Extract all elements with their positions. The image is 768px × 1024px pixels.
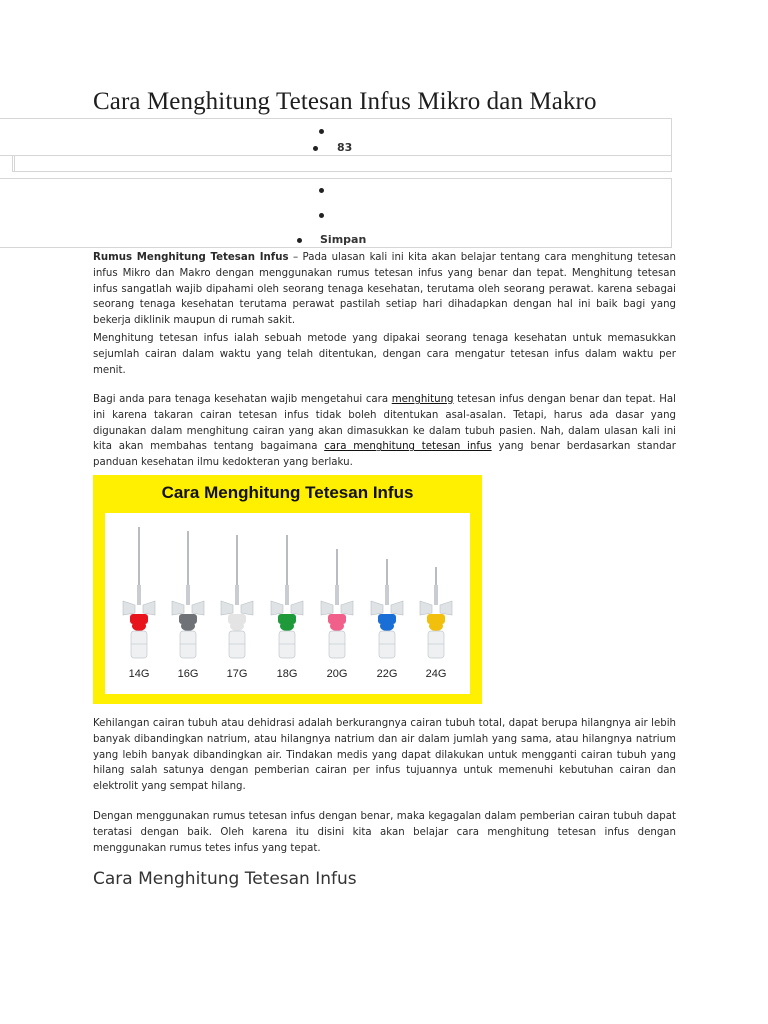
cannula-wing-right bbox=[241, 601, 253, 615]
cannula-hub bbox=[235, 585, 239, 605]
share-actions-box bbox=[0, 118, 672, 156]
cannula-color-cap bbox=[429, 621, 443, 631]
cannula-wing-right bbox=[341, 601, 353, 615]
cannula-gauge-label: 24G bbox=[425, 668, 447, 680]
text-span: tetesan infus dengan benar dan tepat. Hal ini karena takaran cairan tetesan infus tidak boleh ditentukan asal-asalan. Tetapi, harus ada dasar yang digunakan dalam menghitung cairan yang akan dimasukkan ke dalam tubuh pasien. Nah, dalam ulasan kali ini kita akan membahas tentang bagaimana bbox=[93, 394, 676, 453]
share-actions-box-bottom bbox=[12, 156, 672, 172]
intro-paragraph bbox=[93, 250, 676, 329]
action-bullet[interactable] bbox=[319, 188, 324, 193]
cannula-wing-left bbox=[221, 601, 233, 615]
infus-cannula-figure bbox=[93, 475, 482, 704]
cannula-wing-right bbox=[291, 601, 303, 615]
cannula-wing-right bbox=[143, 601, 155, 615]
cannula-wing-left bbox=[172, 601, 184, 615]
cannula-gauge-label: 14G bbox=[128, 668, 150, 680]
paragraph-importance bbox=[93, 392, 676, 471]
cannula-body bbox=[229, 631, 245, 658]
action-bullet bbox=[297, 238, 302, 243]
cannula-wing-left bbox=[420, 601, 432, 615]
paragraph-formula-intro: Dengan menggunakan rumus tetesan infus dengan benar, maka kegagalan dalam pemberian cairan tubuh dapat teratasi dengan baik. Oleh karena itu disini kita akan belajar cara menghitung tetesan infus dengan menggunakan rumus tetes infus yang tepat. bbox=[93, 811, 676, 854]
cannula-wing-right bbox=[192, 601, 204, 615]
cannula-hub bbox=[137, 585, 141, 605]
cannula-wing-right bbox=[391, 601, 403, 615]
cannula-wing-right bbox=[440, 601, 452, 615]
text-span: yang benar berdasarkan standar panduan kesehatan ilmu kedokteran yang berlaku. bbox=[93, 441, 676, 469]
cannula-hub bbox=[434, 585, 438, 605]
cannula-color-cap bbox=[280, 621, 294, 631]
share-actions-box-notch bbox=[0, 156, 15, 172]
views-count: 83 bbox=[337, 141, 353, 154]
cannula-body bbox=[131, 631, 147, 658]
cannula-color-cap bbox=[330, 621, 344, 631]
paragraph-dehydration: Kehilangan cairan tubuh atau dehidrasi adalah berkurangnya cairan tubuh total, dapat berupa hilangnya air lebih banyak dibandingkan natrium, atau hilangnya natrium dan air dalam jumlah yang sama, atau hilangnya natrium yang lebih banyak dibandingkan air. Tindakan medis yang dapat dilakukan untuk mengganti cairan tubuh yang hilang salah satunya dengan pemberian cairan per infus tujuannya untuk memenuhi kebutuhan cairan dan elektrolit yang sempat hilang. bbox=[93, 718, 676, 793]
cannula-gauge-label: 20G bbox=[326, 668, 348, 680]
text-span: Bagi anda para tenaga kesehatan wajib mengetahui cara bbox=[93, 394, 392, 405]
cannula-body bbox=[428, 631, 444, 658]
cannula-body bbox=[379, 631, 395, 658]
action-bullet bbox=[313, 146, 318, 151]
cannula-body bbox=[279, 631, 295, 658]
cannula-body bbox=[329, 631, 345, 658]
cannula-color-cap bbox=[181, 621, 195, 631]
cannula-color-cap bbox=[230, 621, 244, 631]
cannula-color-cap bbox=[380, 621, 394, 631]
section-heading: Cara Menghitung Tetesan Infus bbox=[93, 869, 357, 889]
cannula-wing-left bbox=[271, 601, 283, 615]
page-title: Cara Menghitung Tetesan Infus Mikro dan Makro bbox=[93, 88, 597, 115]
action-bullet[interactable] bbox=[319, 129, 324, 134]
intro-lead: Rumus Menghitung Tetesan Infus bbox=[93, 252, 289, 263]
cannula-color-cap bbox=[132, 621, 146, 631]
cannula-wing-left bbox=[321, 601, 333, 615]
paragraph-definition: Menghitung tetesan infus ialah sebuah metode yang dipakai seorang tenaga kesehatan untuk memasukkan sejumlah cairan dalam waktu yang telah ditentukan, dengan cara mengatur tetesan infus dalam waktu per menit. bbox=[93, 333, 676, 376]
action-bullet[interactable] bbox=[319, 213, 324, 218]
cannula-hub bbox=[385, 585, 389, 605]
cannula-gauge-label: 16G bbox=[177, 668, 199, 680]
link-menghitung[interactable]: menghitung bbox=[391, 394, 454, 405]
cannula-body bbox=[180, 631, 196, 658]
cannula-hub bbox=[335, 585, 339, 605]
intro-text: – Pada ulasan kali ini kita akan belajar tentang cara menghitung tetesan infus Mikro dan Makro dengan menggunakan rumus tetesan infus yang benar dan tepat. Menghitung tetesan infus sangatlah wajib dipahami oleh seorang tenaga kesehatan, terutama oleh seorang perawat. karena sebagai seorang tenaga kesehatan terutama perawat pastilah setiap hari dihadapkan dengan hal ini baik bagi yang bekerja diklinik maupun di rumah sakit. bbox=[93, 252, 676, 327]
cannula-gauge-label: 22G bbox=[376, 668, 398, 680]
link-cara-menghitung-tetesan-infus[interactable]: cara menghitung tetesan infus bbox=[324, 441, 492, 453]
cannula-wing-left bbox=[123, 601, 135, 615]
cannula-hub bbox=[285, 585, 289, 605]
figure-title: Cara Menghitung Tetesan Infus bbox=[161, 483, 414, 502]
cannula-gauge-label: 17G bbox=[226, 668, 248, 680]
figure-image-area bbox=[105, 513, 470, 694]
cannula-hub bbox=[186, 585, 190, 605]
save-button[interactable]: Simpan bbox=[320, 233, 367, 246]
cannula-gauge-label: 18G bbox=[276, 668, 298, 680]
cannula-illustration bbox=[105, 513, 470, 694]
cannula-wing-left bbox=[371, 601, 383, 615]
